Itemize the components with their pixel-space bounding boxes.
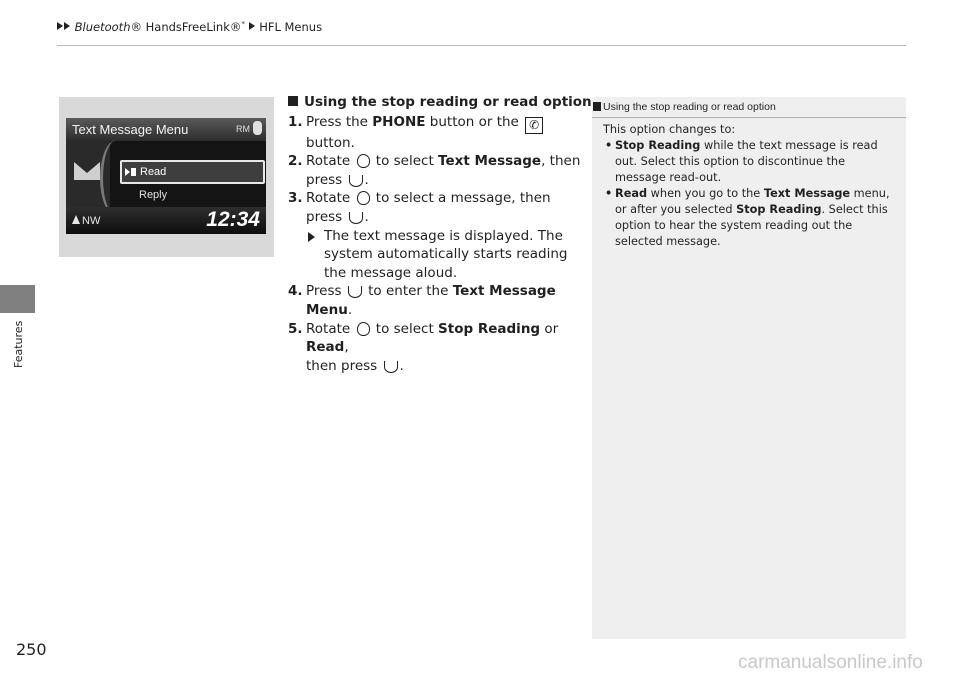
note-text: menu, or after you selected bbox=[615, 187, 890, 216]
note-text: . Select this option to hear the system reading out the selected message. bbox=[615, 203, 888, 248]
note-intro: This option changes to: bbox=[603, 123, 736, 136]
note-bold: Text Message bbox=[763, 187, 851, 200]
chevron-right-icon bbox=[57, 22, 63, 30]
step-text: to select a message, then press bbox=[306, 190, 551, 225]
note-box bbox=[592, 97, 906, 639]
bluetooth-icon bbox=[253, 121, 262, 135]
step-text: or bbox=[540, 320, 559, 337]
step-text: then press bbox=[306, 357, 382, 374]
section-label: Features bbox=[12, 320, 25, 368]
step-3-result bbox=[288, 227, 588, 283]
note-bold: Stop Reading bbox=[736, 203, 822, 216]
bullet-icon: • bbox=[605, 187, 613, 200]
note-text: while the text message is read out. Select this option to discontinue the message read-out. bbox=[615, 139, 878, 184]
menu-item-read bbox=[120, 160, 265, 184]
display-screen bbox=[66, 118, 266, 234]
screen-bottom-bar bbox=[66, 207, 266, 234]
watermark: carmanualsonline.info bbox=[738, 652, 923, 673]
menu-item-reply: Reply bbox=[139, 189, 168, 201]
result-text bbox=[306, 227, 588, 283]
step-4 bbox=[288, 282, 588, 319]
step-text: . bbox=[364, 171, 369, 188]
note-title-bar bbox=[592, 97, 906, 118]
result-arrow-icon bbox=[308, 232, 315, 242]
display-screenshot bbox=[59, 97, 274, 257]
section-tab bbox=[0, 285, 35, 313]
step-number: 2. bbox=[288, 153, 303, 170]
result-text-content: The text message is displayed. The system automatically starts reading the message aloud. bbox=[324, 227, 568, 281]
note-text: when you go to the bbox=[647, 187, 764, 200]
text-message-label: Text Message bbox=[438, 153, 542, 170]
step-text: . bbox=[347, 301, 353, 318]
instructions bbox=[288, 93, 592, 375]
step-text: , then press bbox=[306, 153, 581, 188]
note-bold: Read bbox=[615, 187, 648, 200]
rotate-knob-icon bbox=[357, 154, 370, 168]
square-bullet-icon bbox=[288, 96, 298, 106]
step-text: to select bbox=[371, 320, 439, 337]
chevron-right-icon bbox=[249, 22, 255, 30]
step-2 bbox=[288, 152, 588, 189]
press-knob-icon bbox=[384, 361, 398, 373]
step-text: . bbox=[364, 208, 369, 225]
clock: 12:34 bbox=[206, 208, 260, 231]
text-message-menu-label: Text Message Menu bbox=[306, 283, 556, 318]
status-icons bbox=[236, 121, 262, 135]
header-divider bbox=[57, 45, 906, 46]
asterisk: * bbox=[241, 20, 245, 29]
page-number: 250 bbox=[16, 640, 47, 659]
step-text: to select bbox=[371, 153, 439, 170]
step-text: Rotate bbox=[306, 190, 355, 207]
step-number: 1. bbox=[288, 113, 303, 130]
step-number: 5. bbox=[288, 320, 303, 337]
speaker-icon bbox=[131, 168, 136, 176]
step-text: button or the bbox=[425, 113, 524, 130]
chevron-right-icon bbox=[64, 22, 70, 30]
press-knob-icon bbox=[349, 175, 363, 187]
step-text: Rotate bbox=[306, 153, 355, 170]
step-text: button. bbox=[306, 134, 355, 151]
menu-item-read-label: Read bbox=[140, 166, 167, 178]
breadcrumb-hfl: ® HandsFreeLink® bbox=[130, 20, 242, 34]
note-bullet-1 bbox=[603, 138, 899, 186]
step-3 bbox=[288, 189, 588, 226]
read-label: Read bbox=[306, 339, 345, 356]
envelope-icon bbox=[74, 162, 100, 180]
note-marker-icon bbox=[593, 102, 601, 111]
note-title: Using the stop reading or read option bbox=[603, 101, 776, 113]
rotate-knob-icon bbox=[357, 322, 370, 336]
step-number: 3. bbox=[288, 190, 303, 207]
breadcrumb bbox=[57, 20, 322, 34]
compass bbox=[72, 215, 100, 227]
note-body bbox=[603, 122, 899, 250]
stop-reading-label: Stop Reading bbox=[438, 320, 541, 337]
bullet-icon: • bbox=[605, 139, 613, 152]
step-text: . bbox=[399, 357, 404, 374]
step-text: Rotate bbox=[306, 320, 355, 337]
signal-rm: RM bbox=[236, 124, 250, 134]
note-bold: Stop Reading bbox=[615, 139, 701, 152]
compass-heading: NW bbox=[82, 215, 101, 227]
note-bullet-2 bbox=[603, 186, 899, 250]
phone-label: PHONE bbox=[372, 113, 426, 130]
step-text: , bbox=[344, 339, 349, 356]
step-text: Press the bbox=[306, 113, 373, 130]
press-knob-icon bbox=[348, 286, 362, 298]
phone-button-icon: ✆ bbox=[525, 117, 543, 134]
step-number: 4. bbox=[288, 283, 303, 300]
compass-arrow-icon bbox=[72, 215, 80, 224]
section-heading-text: Using the stop reading or read option bbox=[304, 94, 592, 110]
screen-title: Text Message Menu bbox=[72, 122, 189, 137]
step-5 bbox=[288, 320, 588, 376]
step-1 bbox=[288, 113, 588, 153]
step-text: Press bbox=[306, 283, 346, 300]
breadcrumb-hfl-menus: HFL Menus bbox=[259, 20, 323, 34]
step-text: to enter the bbox=[363, 283, 453, 300]
pointer-icon bbox=[125, 168, 130, 176]
press-knob-icon bbox=[349, 212, 363, 224]
breadcrumb-bluetooth: Bluetooth bbox=[74, 20, 131, 34]
rotate-knob-icon bbox=[357, 191, 370, 205]
section-heading bbox=[288, 93, 592, 112]
